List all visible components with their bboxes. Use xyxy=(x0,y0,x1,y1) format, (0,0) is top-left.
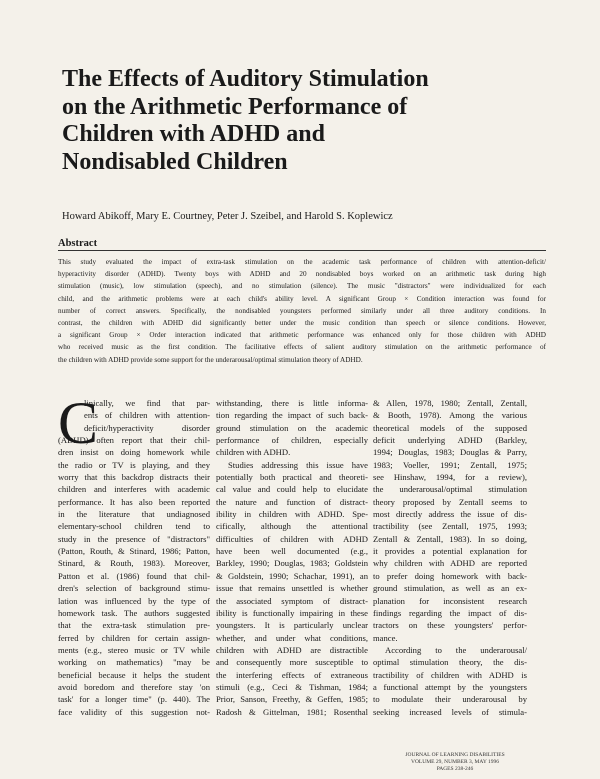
body-line: dren insist on doing homework while xyxy=(58,447,210,458)
abstract-text xyxy=(58,256,546,366)
body-line: Stinard, & Routh, 1983). Moreover, xyxy=(58,558,210,569)
body-line: performance. It has also been reported xyxy=(58,496,210,507)
body-column-2 xyxy=(216,397,368,718)
body-column-3 xyxy=(373,397,527,718)
body-line: ground stimulation on the academic xyxy=(216,422,368,433)
title-line: The Effects of Auditory Stimulation xyxy=(62,66,429,92)
body-column-1 xyxy=(58,390,210,718)
body-line: mance. xyxy=(373,632,398,643)
body-line: in the literature that undiagnosed xyxy=(58,509,210,520)
body-line: 1994; Douglas, 1983; Douglas & Parry, xyxy=(373,447,527,458)
body-line: most directly address the issue of dis- xyxy=(373,509,527,520)
body-line: Zentall & Zentall, 1983). In so doing, xyxy=(373,533,527,544)
body-line: tion regarding the impact of such back- xyxy=(216,410,368,421)
body-line: ibility in children with ADHD. Spe- xyxy=(216,509,368,520)
body-line: a functional attempt by the youngsters xyxy=(373,681,527,692)
abstract-divider xyxy=(58,250,546,251)
body-line: avoid boredom and therefore stay 'on xyxy=(58,681,210,692)
body-line: the underarousal/optimal stimulation xyxy=(373,484,527,495)
body-line: worry that this backdrop distracts their xyxy=(58,472,210,483)
body-line: issue that remains unsettled is whether xyxy=(216,583,368,594)
body-line: cal value and could help to elucidate xyxy=(216,484,368,495)
body-line: ground stimulation, as well as an ex- xyxy=(373,583,527,594)
body-line: cifically, although the attentional xyxy=(216,521,368,532)
abstract-line: contrast, the children with ADHD did significantly better under the music condition than speech or silence conditions. However, xyxy=(58,319,546,328)
body-line: seeking increased levels of stimula- xyxy=(373,706,527,717)
body-line: ibility is functionally impairing in these xyxy=(216,607,368,618)
abstract-line: hyperactivity disorder (ADHD). Twenty boys with ADHD and 20 nondisabled boys worked on an arithmetic task during high xyxy=(58,270,546,279)
body-line: optimal stimulation theory, the dis- xyxy=(373,657,527,668)
abstract-line: child, and the arithmetic problems were at each child's ability level. A significant Group × Condition interaction was found for xyxy=(58,294,546,303)
body-line: the nature and function of distract- xyxy=(216,496,368,507)
body-line: & Allen, 1978, 1980; Zentall, Zentall, xyxy=(373,398,527,408)
body-line: Studies addressing this issue have xyxy=(228,459,368,470)
body-line: difficulties of children with ADHD xyxy=(216,533,368,544)
body-line: face validity of this suggestion not- xyxy=(58,706,210,717)
abstract-line: This study evaluated the impact of extra-task stimulation on the academic task performance of children with attention-deficit/ xyxy=(58,258,546,266)
body-line: children with ADHD. xyxy=(216,447,291,458)
body-line: have been well documented (e.g., xyxy=(216,546,368,557)
body-line: dren's selection of background stimu- xyxy=(58,583,210,594)
abstract-line: number of correct answers. Specifically, the nondisabled youngsters performed similarly under all three auditory conditions. In xyxy=(58,306,546,315)
body-line: stimuli (e.g., Ceci & Tishman, 1984; xyxy=(216,681,368,692)
body-line: According to the underarousal/ xyxy=(385,644,527,655)
body-line: ments (e.g., stereo music or TV while xyxy=(58,644,210,655)
body-line: beneficial because it helps the student xyxy=(58,669,210,680)
body-line: and consequently more susceptible to xyxy=(216,657,368,668)
body-line: homework task. The authors suggested xyxy=(58,607,210,618)
article-title xyxy=(62,66,542,176)
body-line: Patton et al. (1986) found that chil- xyxy=(58,570,210,581)
body-line: deficit/hyperactivity disorder xyxy=(84,422,210,433)
footer-line: PAGES 238-246 xyxy=(436,765,474,772)
body-line: findings regarding the impact of dis- xyxy=(373,607,527,618)
footer-line: JOURNAL OF LEARNING DISABILITIES xyxy=(405,752,505,758)
body-line: the associated symptom of distract- xyxy=(216,595,368,606)
body-line: study in the presence of "distractors" xyxy=(58,533,210,544)
body-line: Prior, Sanson, Freethy, & Geffen, 1985; xyxy=(216,694,368,705)
body-line: the radio or TV is playing, and they xyxy=(58,459,210,470)
body-line: Radosh & Gittelman, 1981; Rosenthal xyxy=(216,706,368,717)
body-line: (ADHD) often report that their chil- xyxy=(58,435,210,446)
body-line: 1983; Voeller, 1991; Zentall, 1975; xyxy=(373,459,527,470)
body-line: potentially both practical and theoreti- xyxy=(216,472,368,483)
body-line: tractors on these youngsters' perfor- xyxy=(373,620,527,631)
body-line: & Booth, 1978). Among the various xyxy=(373,410,527,421)
body-line: elementary-school children tend to xyxy=(58,521,210,532)
body-line: the interfering effects of extraneous xyxy=(216,669,368,680)
body-line: & Goldstein, 1990; Schachar, 1991), an xyxy=(216,570,368,581)
body-line: see Hinshaw, 1994, for a review), xyxy=(373,472,527,483)
body-line: children and interferes with academic xyxy=(58,484,210,495)
body-line: performance of children, especially xyxy=(216,435,368,446)
abstract-line: stimulation (music), low stimulation (speech), and no stimulation (silence). The music "distractors" were individualized for each xyxy=(58,282,546,291)
body-line: to prefer doing homework with back- xyxy=(373,570,527,581)
body-line: that the extra-task stimulation pre- xyxy=(58,620,210,631)
body-line: whether, and under what conditions, xyxy=(216,632,368,643)
body-line: why children with ADHD are reported xyxy=(373,558,527,569)
drop-cap: C xyxy=(58,390,99,456)
author-list: Howard Abikoff, Mary E. Courtney, Peter J. Szeibel, and Harold S. Koplewicz xyxy=(62,211,393,222)
body-line: lation was influenced by the type of xyxy=(58,595,210,606)
body-line: linically, we find that par- xyxy=(84,398,210,408)
body-line: theory proposed by Zentall seems to xyxy=(373,496,527,507)
body-line: working on mathematics) "may be xyxy=(58,657,210,668)
title-line: on the Arithmetic Performance of xyxy=(62,93,408,120)
body-line: children with ADHD are distractible xyxy=(216,644,368,655)
body-line: deficit underlying ADHD (Barkley, xyxy=(373,435,527,446)
body-line: theoretical models of the supposed xyxy=(373,422,527,433)
abstract-line: a significant Group × Order interaction indicated that arithmetic performance was enhanced only for those children with ADHD xyxy=(58,331,546,340)
body-line: it provides a potential explanation for xyxy=(373,546,527,557)
abstract-heading: Abstract xyxy=(58,238,98,249)
title-line: Children with ADHD and xyxy=(62,121,325,147)
body-line: planation for inconsistent research xyxy=(373,595,527,606)
abstract-line: the children with ADHD provide some support for the underarousal/optimal stimulation theory of ADHD. xyxy=(58,355,363,364)
body-line: tractibility (see Zentall, 1975, 1993; xyxy=(373,521,527,532)
body-line: ferred by children for certain assign- xyxy=(58,632,210,643)
body-line: to modulate their underarousal by xyxy=(373,694,527,705)
footer-line: VOLUME 29, NUMBER 3, MAY 1996 xyxy=(410,758,500,765)
body-line: Barkley, 1990; Douglas, 1983; Goldstein xyxy=(216,558,368,569)
title-line: Nondisabled Children xyxy=(62,148,288,175)
body-line: task' for a longer time" (p. 440). The xyxy=(58,694,210,705)
body-line: (Patton, Routh, & Stinard, 1986; Patton, xyxy=(58,546,210,557)
body-line: youngsters. It is particularly unclear xyxy=(216,620,368,631)
journal-footer xyxy=(380,752,530,772)
body-line: withstanding, there is little informa- xyxy=(216,398,368,408)
abstract-line: who received music as the first condition. The facilitative effects of salient auditory stimulation on the arithmetic performance of xyxy=(58,343,546,352)
body-line: tractibility of children with ADHD is xyxy=(373,669,527,680)
body-line: ents of children with attention- xyxy=(84,410,210,421)
